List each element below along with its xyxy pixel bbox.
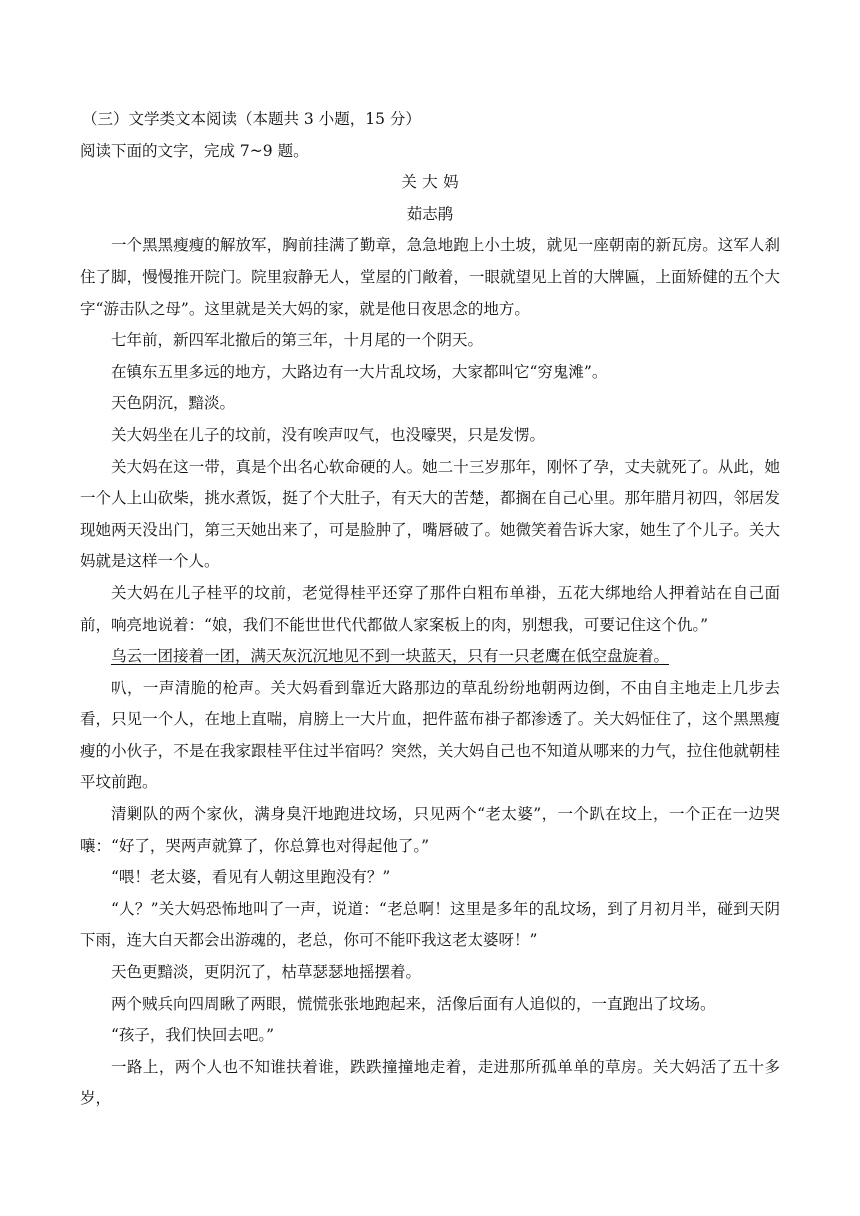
section-heading: （三）文学类文本阅读（本题共 3 小题，15 分）	[82, 110, 421, 128]
paragraph: “孩子，我们快回去吧。”	[111, 1026, 275, 1045]
document-page	[80, 104, 780, 1115]
paragraph: 一个黑黑瘦瘦的解放军，胸前挂满了勤章，急急地跑上小土坡，就见一座朝南的新瓦房。这军人刹住了脚，慢慢推开院门。院里寂静无人，堂屋的门敞着，一眼就望见上首的大牌匾，上面矫健的五个大字“游击队之母”。这里就是关大妈的家，就是他日夜思念的地方。	[80, 236, 780, 318]
paragraph: 在镇东五里多远的地方，大路边有一大片乱坟场，大家都叫它“穷鬼滩”。	[111, 362, 608, 381]
paragraph: 叭，一声清脆的枪声。关大妈看到靠近大路那边的草乱纷纷地朝两边倒，不由自主地走上几步去看，只见一个人，在地上直喘，肩膀上一大片血，把件蓝布褂子都渗透了。关大妈怔住了，这个黑黑瘦瘦的小伙子，不是在我家跟桂平住过半宿吗？突然，关大妈自己也不知道从哪来的力气，拉住他就朝桂平坟前跑。	[80, 678, 780, 792]
paragraph: 关大妈在这一带，真是个出名心软命硬的人。她二十三岁那年，刚怀了孕，丈夫就死了。从此，她一个人上山砍柴，挑水煮饭，挺了个大肚子，有天大的苦楚，都搁在自己心里。那年腊月初四，邻居发现她两天没出门，第三天她出来了，可是脸肿了，嘴唇破了。她微笑着告诉大家，她生了个儿子。关大妈就是这样一个人。	[80, 457, 780, 571]
underlined-sentence	[80, 641, 780, 673]
paragraph: 天色阴沉，黯淡。	[111, 394, 236, 413]
paragraph: 一路上，两个人也不知谁扶着谁，跌跌撞撞地走着，走进那所孤单单的草房。关大妈活了五十多岁，	[80, 1057, 780, 1108]
paragraph: 清剿队的两个家伙，满身臭汗地跑进坟场，只见两个“老太婆”，一个趴在坟上，一个正在一边哭嚷：“好了，哭两声就算了，你总算也对得起他了。”	[80, 805, 780, 855]
article-author: 茹志鹃	[406, 204, 454, 223]
paragraph: 两个贼兵向四周瞅了两眼，慌慌张张地跑起来，活像后面有人追似的，一直跑出了坟场。	[111, 994, 716, 1013]
instruction: 阅读下面的文字，完成 7~9 题。	[80, 141, 309, 160]
paragraph: 七年前，新四军北撤后的第三年，十月尾的一个阴天。	[111, 331, 484, 350]
underlined-text: 乌云一团接着一团，满天灰沉沉地见不到一块蓝天，只有一只老鹰在低空盘旋着。	[111, 647, 670, 666]
paragraph: 关大妈在儿子桂平的坟前，老觉得桂平还穿了那件白粗布单褂，五花大绑地给人押着站在自己面前，响亮地说着：“娘，我们不能世世代代都做人家案板上的肉，别想我，可要记住这个仇。”	[80, 583, 780, 634]
paragraph: “喂！老太婆，看见有人朝这里跑没有？”	[111, 868, 391, 887]
paragraph: 天色更黯淡，更阴沉了，枯草瑟瑟地摇摆着。	[111, 963, 422, 982]
paragraph: 关大妈坐在儿子的坟前，没有唉声叹气，也没嚎哭，只是发愣。	[111, 425, 546, 444]
article-title: 关大妈	[401, 173, 465, 192]
paragraph: “人？”关大妈恐怖地叫了一声，说道：“老总啊！这里是多年的乱坟场，到了月初月半，碰到天阴下雨，连大白天都会出游魂的，老总，你可不能吓我这老太婆呀！”	[80, 899, 780, 950]
